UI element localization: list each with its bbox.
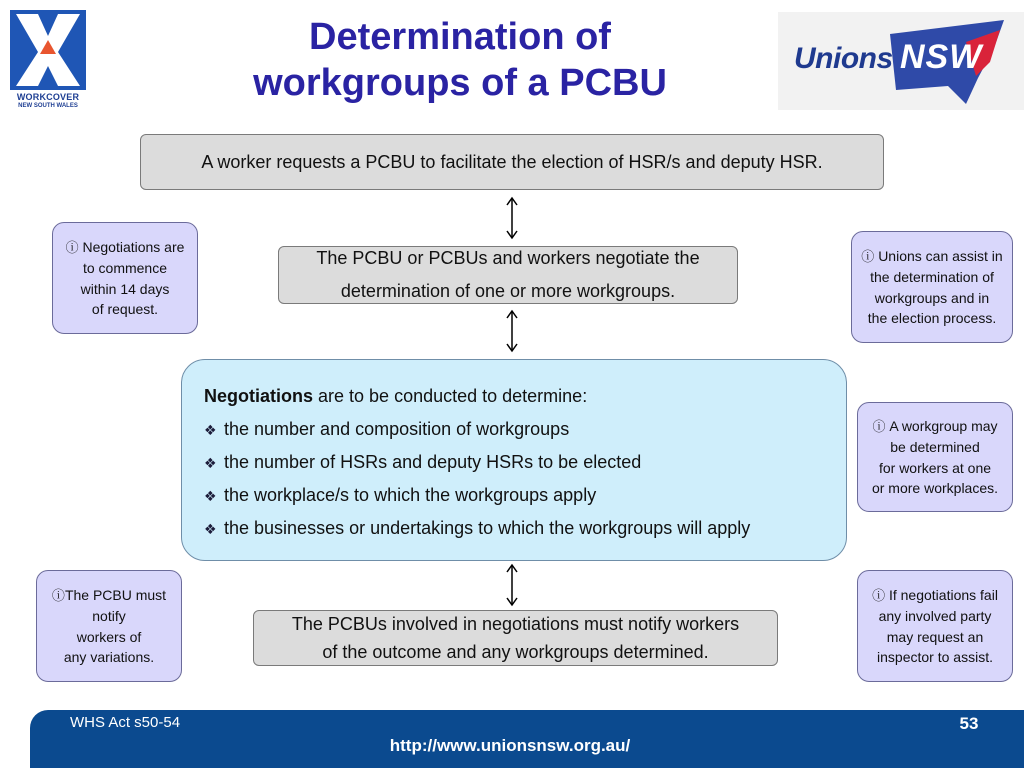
negotiation-box (181, 359, 847, 561)
info-icon: ⓘ (51, 587, 65, 603)
step-negotiate-box (278, 246, 738, 304)
footer-url-link[interactable]: http://www.unionsnsw.org.au/ (389, 736, 631, 755)
diamond-bullet-icon: ❖ (204, 422, 217, 438)
info-line (858, 416, 1012, 438)
info-line (858, 585, 1012, 607)
nsw-logo-text: NSW (900, 38, 983, 76)
info-line (37, 585, 181, 607)
info-line: notify (92, 608, 126, 624)
workcover-logo-subtext: NEW SOUTH WALES (18, 103, 78, 109)
info-line: the election process. (867, 310, 997, 326)
info-line: any involved party (878, 608, 992, 624)
info-text: Negotiations are (82, 238, 185, 255)
info-line: inspector to assist. (877, 649, 993, 665)
info-line: workgroups and in (874, 289, 990, 306)
info-line: to commence (82, 260, 168, 276)
negotiation-bullet-text: the number of HSRs and deputy HSRs to be elected (224, 452, 642, 472)
negotiation-bullet (204, 479, 846, 512)
info-text: A workgroup may (889, 417, 998, 434)
diamond-bullet-icon: ❖ (204, 521, 217, 537)
page-number: 53 (959, 714, 979, 733)
double-arrow-icon (504, 196, 520, 240)
info-line (852, 246, 1012, 268)
page-title (200, 14, 720, 106)
step-notify-line-2: of the outcome and any workgroups determined. (322, 642, 709, 662)
unions-logo-text: Unions (794, 42, 893, 75)
negotiation-bullet-text: the businesses or undertakings to which the workgroups will apply (224, 518, 751, 538)
info-text: If negotiations fail (888, 586, 998, 603)
info-icon: ⓘ (872, 587, 886, 603)
negotiation-bullet-text: the workplace/s to which the workgroups apply (224, 485, 597, 505)
step-negotiate-line-2: determination of one or more workgroups. (340, 281, 676, 301)
info-line: of request. (91, 301, 159, 317)
info-line: within 14 days (80, 280, 170, 297)
unions-nsw-logo (778, 12, 1024, 110)
negotiation-bullet-text: the number and composition of workgroups (224, 419, 570, 439)
info-line (53, 237, 197, 259)
info-icon: ⓘ (65, 239, 79, 255)
info-icon: ⓘ (872, 418, 886, 434)
step-request-box (140, 134, 884, 190)
info-box-inspector (857, 570, 1013, 682)
diamond-bullet-icon: ❖ (204, 455, 217, 471)
info-text: Unions can assist in (878, 247, 1003, 264)
workcover-logo (10, 10, 86, 110)
step-notify-line-1: The PCBUs involved in negotiations must notify workers (291, 614, 740, 634)
info-line: be determined (890, 439, 980, 455)
double-arrow-icon (504, 563, 520, 607)
negotiation-bullet (204, 446, 846, 479)
workcover-emblem-icon (10, 10, 86, 90)
diamond-bullet-icon: ❖ (204, 488, 217, 504)
footer-reference: WHS Act s50-54 (70, 714, 181, 731)
info-line: the determination of (870, 269, 994, 285)
info-box-timeframe (52, 222, 198, 334)
step-request-text: A worker requests a PCBU to facilitate the election of HSR/s and deputy HSR. (201, 151, 823, 172)
info-box-variations (36, 570, 182, 682)
negotiation-heading-rest: are to be conducted to determine: (313, 386, 588, 406)
info-box-unions-assist (851, 231, 1013, 343)
title-line-1: Determination of (309, 16, 611, 58)
negotiation-heading (204, 380, 846, 413)
title-line-2: workgroups of a PCBU (253, 62, 667, 104)
workcover-logo-text: WORKCOVER (16, 92, 80, 102)
negotiation-bullet (204, 413, 846, 446)
info-text: The PCBU must (64, 586, 167, 603)
info-line: workers of (76, 628, 142, 645)
negotiation-bullet (204, 512, 846, 545)
negotiation-heading-bold: Negotiations (204, 386, 314, 406)
info-line: may request an (886, 628, 984, 645)
step-negotiate-line-1: The PCBU or PCBUs and workers negotiate the (316, 248, 700, 268)
info-line: for workers at one (878, 459, 992, 476)
info-line: any variations. (63, 649, 155, 665)
step-notify-box (253, 610, 778, 666)
double-arrow-icon (504, 309, 520, 353)
info-line: or more workplaces. (871, 480, 999, 496)
info-icon: ⓘ (861, 248, 875, 264)
info-box-workplaces (857, 402, 1013, 512)
